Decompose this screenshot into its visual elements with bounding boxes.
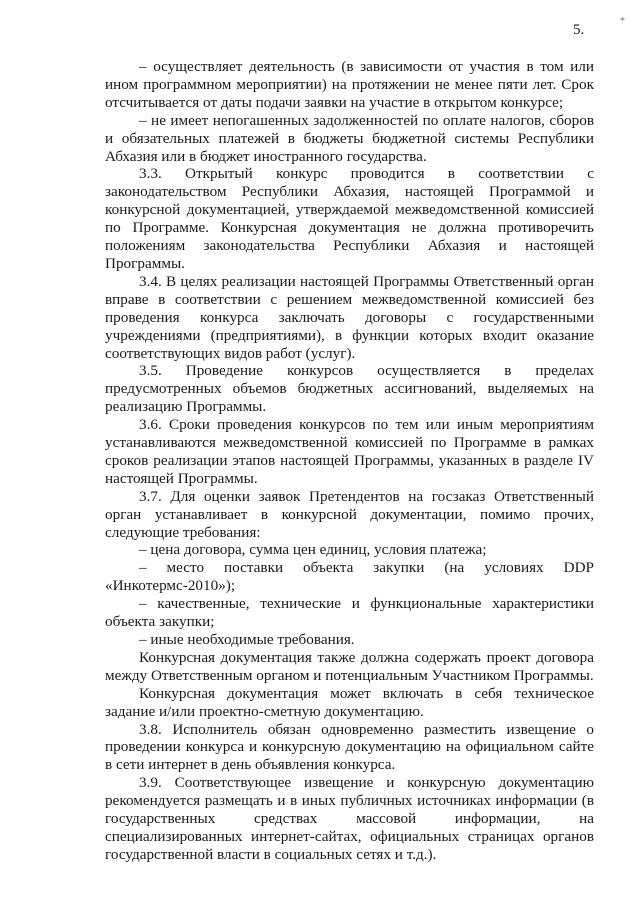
paragraph-3-5: 3.5. Проведение конкурсов осуществляется в пределах предусмотренных объемов бюджетных ассигнований, выделяемых на реализацию Программы. [105, 362, 594, 416]
list-item-delivery: – место поставки объекта закупки (на условиях DDP «Инкотермс-2010»); [105, 559, 594, 595]
paragraph-3-6: 3.6. Сроки проведения конкурсов по тем или иным мероприятиям устанавливаются межведомственной комиссией по Программе в рамках сроков реализации этапов настоящей Программы, указанных в разделе IV настоящей Программы. [105, 416, 594, 487]
paragraph-3-8: 3.8. Исполнитель обязан одновременно разместить извещение о проведении конкурса и конкурсную документацию на официальном сайте в сети интернет в день объявления конкурса. [105, 720, 594, 774]
list-item-price: – цена договора, сумма цен единиц, условия платежа; [139, 541, 487, 559]
document-body [105, 58, 594, 864]
paragraph-contract-draft: Конкурсная документация также должна содержать проект договора между Ответственным органом и потенциальным Участником Программы. [105, 648, 594, 684]
paragraph-3-4: 3.4. В целях реализации настоящей Программы Ответственный орган вправе в соответствии с решением межведомственной комиссией без проведения конкурса заключать договоры с государственными учреждениями (предприятиями), в функции которых входит оказание соответствующих видов работ (услуг). [105, 272, 594, 362]
list-item-other: – иные необходимые требования. [139, 631, 355, 648]
paragraph-activity-duration: – осуществляет деятельность (в зависимости от участия в том или ином программном мероприятии) на протяжении не менее пяти лет. Срок отсчитывается от даты подачи заявки на участие в открытом конкурсе; [105, 58, 594, 111]
paragraph-3-7: 3.7. Для оценки заявок Претендентов на госзаказ Ответственный орган устанавливает в конкурсной документации, помимо прочих, следующие требования: [105, 487, 594, 541]
paragraph-no-tax-debts: – не имеет непогашенных задолженностей по оплате налогов, сборов и обязательных платежей в бюджеты бюджетной системы Республики Абхазия или в бюджет иностранного государства. [105, 111, 594, 165]
paragraph-3-9: 3.9. Соответствующее извещение и конкурсную документацию рекомендуется размещать и в иных публичных источниках информации (в государственных средствах массовой информации, на специализированных интернет-сайтах, официальных страницах органов государственной власти в социальных сетях и т.д.). [105, 774, 594, 863]
page-number: 5. [573, 22, 585, 38]
list-item-characteristics: – качественные, технические и функциональные характеристики объекта закупки; [105, 595, 594, 631]
corner-mark: * [620, 16, 625, 27]
paragraph-technical-spec: Конкурсная документация может включать в себя техническое задание и/или проектно-сметную документацию. [105, 684, 594, 720]
paragraph-3-3: 3.3. Открытый конкурс проводится в соответствии с законодательством Республики Абхазия, настоящей Программой и конкурсной документацией, утверждаемой межведомственной комиссией по Программе. Конкурсная документация не должна противоречить положениям законодательства Республики Абхазия и настоящей Программы. [105, 165, 594, 272]
